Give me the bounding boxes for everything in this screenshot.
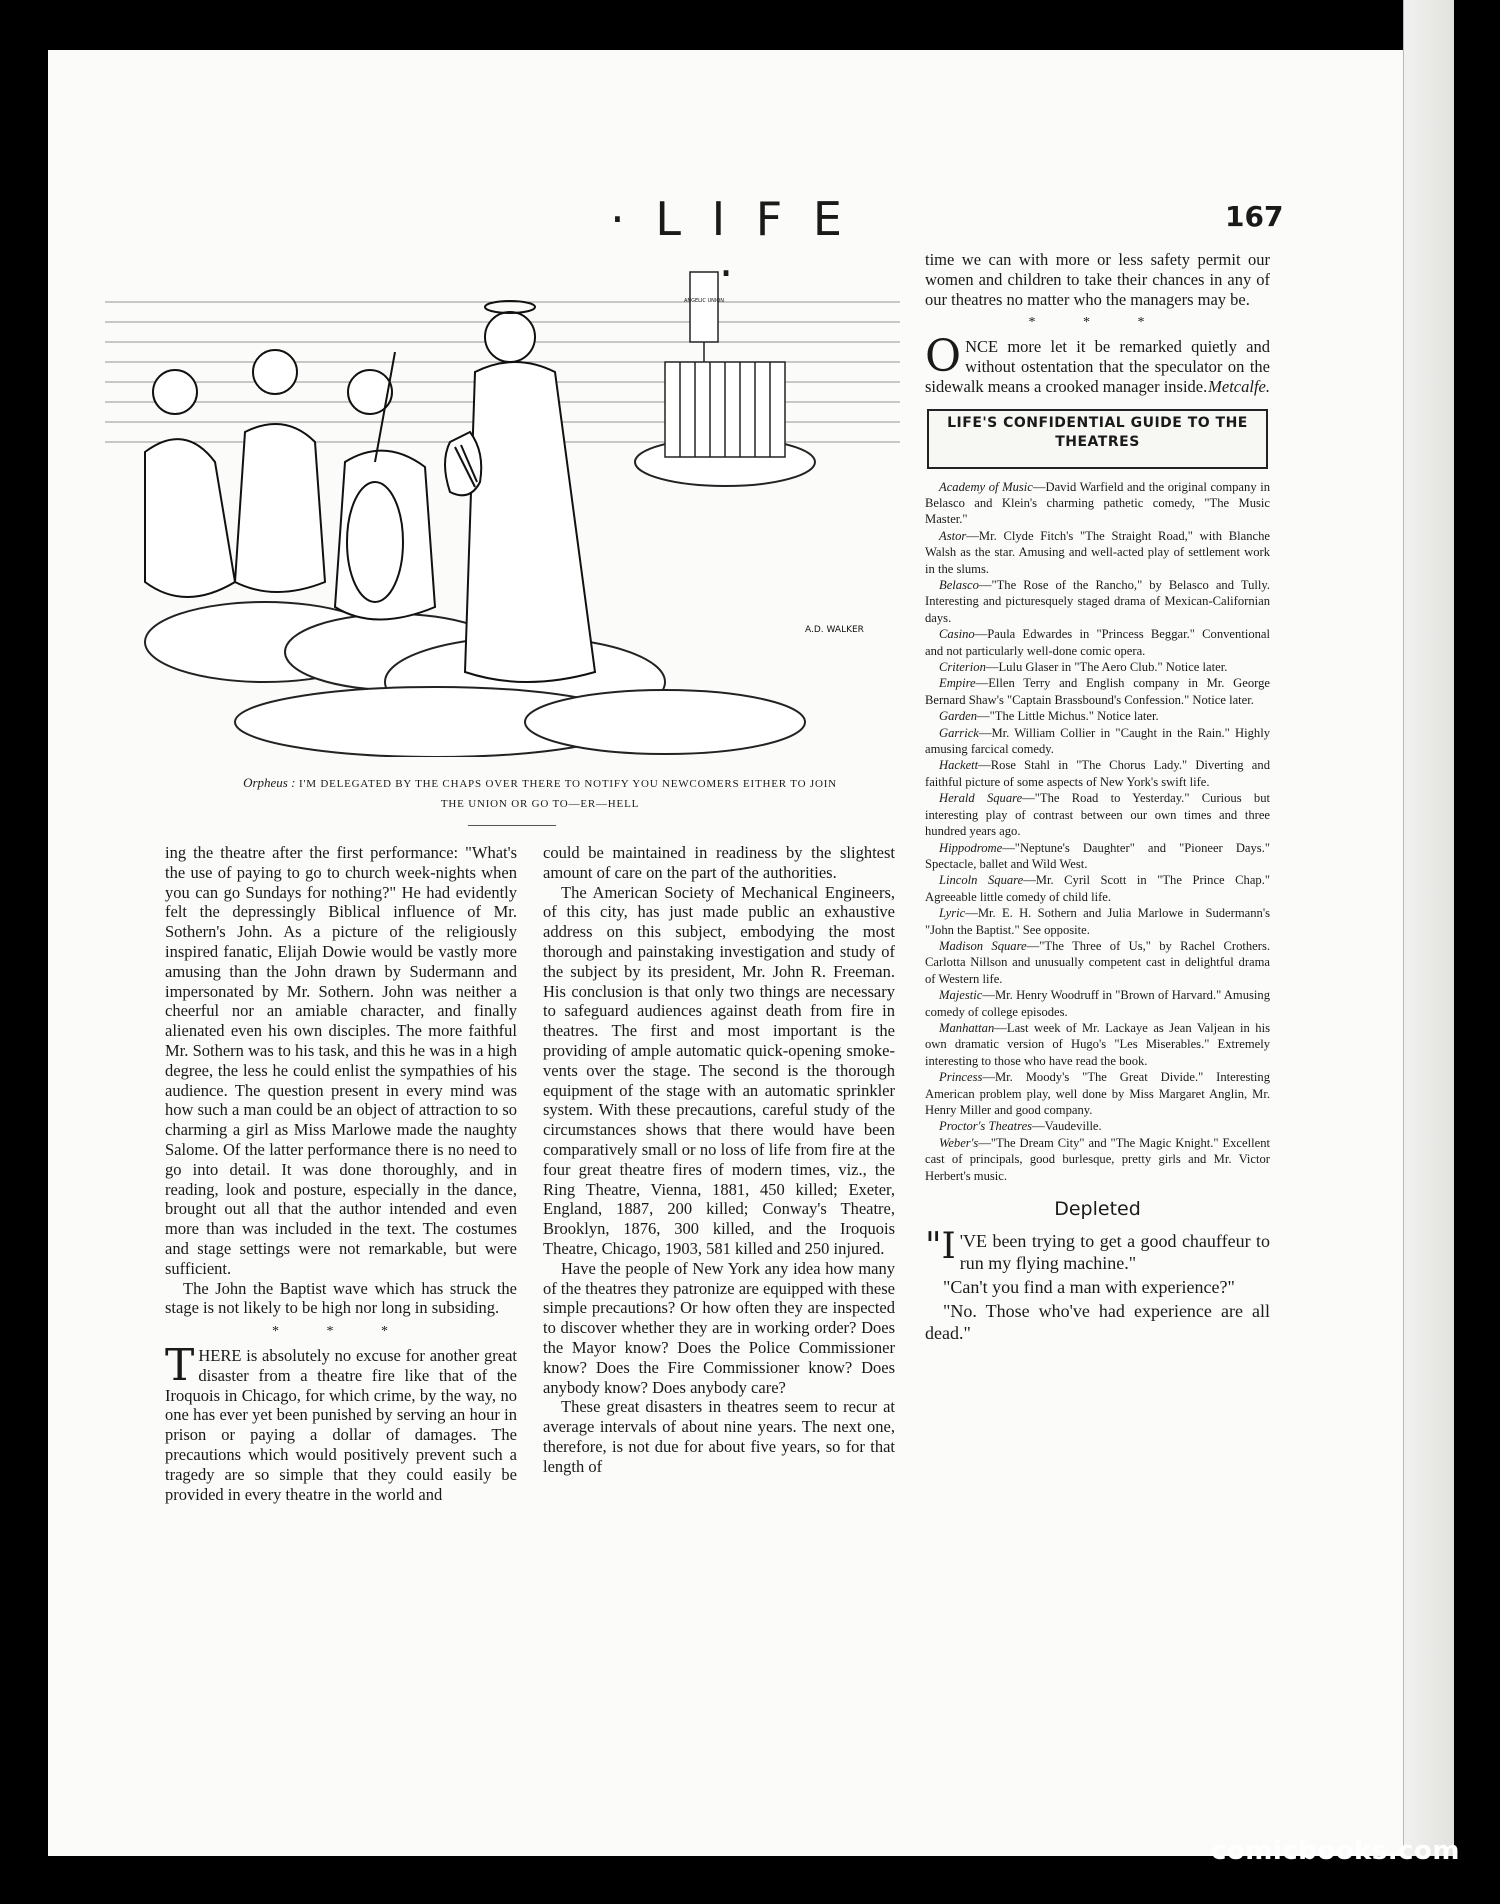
guide-entry-name: Proctor's Theatres	[939, 1119, 1033, 1134]
column-1	[165, 843, 517, 1504]
guide-entry-name: Belasco	[939, 578, 979, 593]
col1-paragraph-2: The John the Baptist wave which has struck the stage is not likely to be high nor long in subsiding.	[165, 1278, 517, 1318]
cartoon-illustration	[105, 262, 900, 757]
guide-entry-name: Hackett	[939, 758, 979, 773]
guide-entry	[925, 577, 1270, 626]
theatre-guide-banner	[927, 409, 1268, 469]
guide-entry	[925, 479, 1270, 528]
article-title-depleted: Depleted	[1054, 1198, 1141, 1221]
guide-entry-text: —"The Road to Yesterday." Curious but interesting play of contrast between our own times and three hundred years ago.	[925, 791, 1270, 839]
watermark: comicbooks.com	[1210, 1836, 1460, 1866]
guide-entry-name: Empire	[939, 676, 976, 691]
page-edge	[1403, 0, 1454, 1856]
guide-entry-name: Madison Square	[939, 938, 1027, 953]
guide-entry-name: Hippodrome	[939, 840, 1003, 855]
guide-entry	[925, 659, 1270, 675]
col1-paragraph-3-text: HERE is absolutely no excuse for another great disaster from a theatre fire like that of the Iroquois in Chicago, for which crime, by the way, no one has ever yet been punished by serving an hour in prison or paying a dollar of damages. The precautions which would positively prevent such a tragedy are so simple that they could easily be provided in every theatre in the world and	[165, 1345, 517, 1504]
guide-entry	[925, 987, 1270, 1020]
col2-paragraph-2: The American Society of Mechanical Engineers, of this city, has just made public an exhaustive address on this subject, embodying the most thorough and painstaking investigation and study of the subject by its president, Mr. John R. Freeman. His conclusion is that only two things are necessary to safeguard audiences against death from fire in theatres. The first and most important is the providing of ample automatic quick-opening smoke-vents over the stage. The second is the thorough equipment of the stage with an automatic sprinkler system. With these precautions, careful study of the circumstances shows that there would have been comparatively small or no loss of life from fire at the four great theatre fires of modern times, viz., the Ring Theatre, Vienna, 1881, 450 killed; Exeter, England, 1887, 200 killed; Conway's Theatre, Brooklyn, 1876, 300 killed, and the Iroquois Theatre, Chicago, 1903, 581 killed and 250 injured.	[543, 882, 895, 1258]
author-signature: Metcalfe.	[1208, 376, 1270, 396]
col3-paragraph-2	[925, 331, 1270, 396]
theatre-guide-list	[925, 479, 1270, 1184]
guide-entry	[925, 1118, 1270, 1134]
drop-cap: "I	[925, 1225, 956, 1267]
guide-entry	[925, 1069, 1270, 1118]
guide-entry-name: Academy of Music	[939, 479, 1033, 494]
guide-entry-name: Herald Square	[939, 791, 1023, 806]
guide-entry-text: —"The Little Michus." Notice later.	[977, 709, 1159, 724]
caption-rule	[468, 825, 556, 826]
guide-entry	[925, 938, 1270, 987]
col2-paragraph-3: Have the people of New York any idea how many of the theatres they patronize are equipped with these simple precautions? Or how often they are inspected to discover whether they are in working order? Does the Mayor know? Does the Police Commissioner know? Does the Fire Commissioner know? Does anybody know? Does anybody care?	[543, 1258, 895, 1397]
guide-entry-text: —Last week of Mr. Lackaye as Jean Valjean in his own dramatic version of Hugo's "Les Miserables." Extremely interesting to those who have read the book.	[925, 1020, 1270, 1068]
guide-entry-name: Criterion	[939, 660, 986, 675]
col3-paragraph-1: time we can with more or less safety permit our women and children to take their chances in any of our theatres no matter who the managers may be.	[925, 250, 1270, 309]
guide-entry-text: —David Warfield and the original company in Belasco and Klein's charming pathetic comedy, "The Music Master."	[925, 479, 1270, 527]
column-3	[925, 250, 1270, 1346]
cartoon-banner-text: ANGELIC UNION	[683, 298, 725, 304]
page-number: 167	[1225, 200, 1284, 233]
guide-entry-text: —"The Rose of the Rancho," by Belasco and Tully. Interesting and picturesquely staged drama of Mexican-Californian days.	[925, 578, 1270, 625]
col2-paragraph-1: could be maintained in readiness by the slightest amount of care on the part of the authorities.	[543, 843, 895, 882]
guide-entry	[925, 757, 1270, 790]
drop-cap: O	[925, 331, 962, 383]
guide-entry-text: —Mr. Moody's "The Great Divide." Interesting American problem play, well done by Miss Margaret Anglin, Mr. Henry Miller and good company.	[925, 1070, 1270, 1118]
guide-entry	[925, 872, 1270, 905]
guide-entry-name: Lincoln Square	[939, 873, 1024, 888]
col1-paragraph-3	[165, 1339, 517, 1504]
guide-entry-text: —Mr. E. H. Sothern and Julia Marlowe in Sudermann's "John the Baptist." See opposite.	[925, 906, 1270, 937]
guide-entry-text: —Vaudeville.	[1032, 1119, 1102, 1134]
guide-entry-name: Manhattan	[939, 1020, 995, 1035]
guide-entry-name: Weber's	[939, 1135, 979, 1150]
column-2	[543, 843, 895, 1477]
depleted-paragraph-1-text: 'VE been trying to get a good chauffeur to run my flying machine."	[959, 1230, 1270, 1273]
guide-entry	[925, 840, 1270, 873]
guide-entry-name: Garrick	[939, 725, 979, 740]
guide-entry-name: Majestic	[939, 988, 983, 1003]
masthead: · L I F E ·	[610, 192, 850, 300]
drop-cap: T	[165, 1339, 195, 1391]
guide-entry-name: Astor	[939, 528, 967, 543]
guide-entry	[925, 725, 1270, 758]
guide-entry-name: Princess	[939, 1070, 983, 1085]
guide-entry-text: —"Neptune's Daughter" and "Pioneer Days." Spectacle, ballet and Wild West.	[925, 840, 1270, 871]
guide-entry-text: —Mr. Cyril Scott in "The Prince Chap." Agreeable little comedy of child life.	[925, 873, 1271, 904]
col3-paragraph-2-text: NCE more let it be remarked quietly and without ostentation that the speculator on the sidewalk means a crooked manager inside.	[925, 337, 1270, 396]
guide-entry	[925, 675, 1270, 708]
guide-entry	[925, 790, 1270, 839]
article-depleted	[925, 1225, 1270, 1344]
depleted-paragraph-2: "Can't you find a man with experience?"	[943, 1276, 1235, 1297]
guide-entry-text: —Ellen Terry and English company in Mr. George Bernard Shaw's "Captain Brassbound's Confession." Notice later.	[925, 676, 1270, 707]
guide-entry-text: —Mr. Clyde Fitch's "The Straight Road," with Blanche Walsh as the star. Amusing and well-acted play of settlement work in the slums.	[925, 528, 1270, 576]
depleted-paragraph-3: "No. Those who've had experience are all dead."	[925, 1300, 1270, 1343]
guide-entry-text: —Mr. Henry Woodruff in "Brown of Harvard." Amusing comedy of college episodes.	[925, 988, 1270, 1019]
col2-paragraph-4: These great disasters in theatres seem to recur at average intervals of about nine years. The next one, therefore, is not due for about five years, so for that length of	[543, 1397, 895, 1476]
guide-entry-name: Garden	[939, 709, 978, 724]
guide-entry-name: Casino	[939, 627, 975, 642]
guide-entry	[925, 1135, 1270, 1184]
guide-entry	[925, 626, 1270, 659]
theatre-guide-title: LIFE'S CONFIDENTIAL GUIDE TO THE THEATRES	[947, 414, 1248, 451]
guide-entry	[925, 905, 1270, 938]
cartoon-caption	[185, 773, 895, 814]
caption-line2: THE UNION OR GO TO—ER—HELL	[440, 798, 640, 810]
caption-line1: I'M DELEGATED BY THE CHAPS OVER THERE TO NOTIFY YOU NEWCOMERS EITHER TO JOIN	[299, 778, 837, 790]
guide-entry-text: —Paula Edwardes in "Princess Beggar." Conventional and not particularly well-done comic opera.	[925, 627, 1270, 658]
col1-paragraph-1: ing the theatre after the first performance: "What's the use of paying to go to church week-nights when you can go Sundays for nothing?" He had evidently felt the depressingly Biblical influence of Mr. Sothern's John. As a picture of the religiously inspired fanatic, Elijah Dowie would be vastly more amusing than the John drawn by Sudermann and impersonated by Mr. Sothern. John was neither a cheerful nor an amiable character, and finally alienated even his own disciples. The more faithful Mr. Sothern was to his task, and this he was in a high degree, the less he could enlist the sympathies of his audience. The question present in every mind was how such a man could be an object of attraction to so charming a girl as Miss Marlowe made the naughty Salome. Of the latter performance there is no need to go into detail. It was done thoroughly, and in reading, look and posture, especially in the dance, brought out all that the author intended and even more than was included in the text. The costumes and stage settings were not remarkable, but were sufficient.	[165, 843, 517, 1278]
guide-entry-name: Lyric	[939, 906, 966, 921]
guide-entry-text: —Lulu Glaser in "The Aero Club." Notice later.	[985, 660, 1228, 675]
guide-entry	[925, 528, 1270, 577]
guide-entry-text: —Rose Stahl in "The Chorus Lady." Diverting and faithful picture of some aspects of New York's swift life.	[925, 758, 1270, 789]
caption-speaker: Orpheus :	[243, 775, 296, 790]
guide-entry	[925, 708, 1270, 724]
guide-entry-text: —Mr. William Collier in "Caught in the Rain." Highly amusing farcical comedy.	[925, 725, 1270, 757]
section-divider: * * *	[1028, 315, 1167, 331]
cartoon-signature: A.D. WALKER	[805, 625, 864, 635]
guide-entry	[925, 1020, 1270, 1069]
guide-entry-text: —"The Dream City" and "The Magic Knight." Excellent cast of principals, good burlesque, pretty girls and Mr. Victor Herbert's music.	[925, 1135, 1270, 1183]
guide-entry-text: —"The Three of Us," by Rachel Crothers. Carlotta Nillson and unusually competent cast in delightful drama of Western life.	[925, 938, 1270, 986]
depleted-paragraph-1	[925, 1225, 1270, 1274]
section-divider: * * *	[272, 1324, 410, 1340]
